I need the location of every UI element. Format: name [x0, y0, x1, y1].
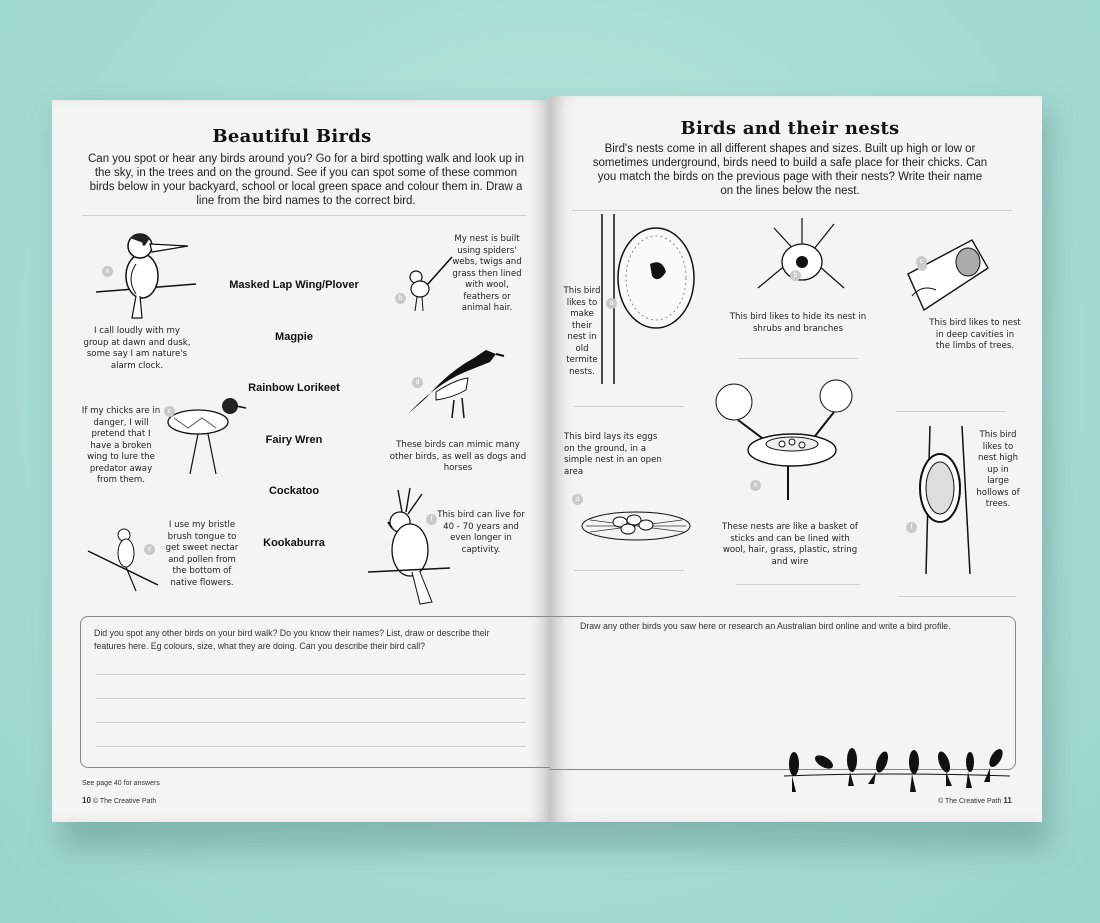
answer-line-f[interactable] [898, 596, 1016, 597]
badge-e: e [144, 544, 155, 555]
left-page [52, 100, 550, 822]
badge-d: d [412, 377, 423, 388]
answer-line-c[interactable] [896, 411, 1006, 412]
shrub-nest-illustration [754, 218, 850, 296]
badge-b: b [790, 270, 801, 281]
badge-f: f [426, 514, 437, 525]
caption-basket: These nests are like a basket of sticks and can be lined with wool, hair, grass, plastic, string and wire [722, 522, 858, 567]
caption-e: I use my bristle brush tongue to get sweet nectar and pollen from the bottom of native flowers. [165, 520, 239, 588]
magpie-illustration [408, 342, 508, 422]
caption-c: If my chicks are in danger, I will pretend that I have a broken wing to lure the predator away from them. [81, 406, 161, 485]
tree-hollow-illustration [914, 426, 978, 574]
writing-line [96, 674, 526, 675]
badge-f: f [906, 522, 917, 533]
bird-name-magpie: Magpie [275, 331, 313, 343]
page-title: Beautiful Birds [212, 126, 372, 147]
page-number: 11 [1003, 796, 1012, 805]
notes-prompt: Did you spot any other birds on your bird walk? Do you know their names? List, draw or describe their features here. Eg colours, size, what they are doing. Can you describe their bird call? [94, 628, 490, 651]
badge-e: e [750, 480, 761, 491]
bird-name-cockatoo: Cockatoo [268, 485, 320, 497]
writing-line [96, 698, 526, 699]
divider [82, 215, 527, 216]
answer-line-d[interactable] [574, 570, 684, 571]
divider [572, 210, 1012, 211]
lapwing-illustration [160, 388, 250, 478]
right-page [550, 96, 1042, 822]
answer-line-b[interactable] [738, 358, 858, 359]
answers-note: See page 40 for answers [82, 780, 160, 787]
caption-d: These birds can mimic many other birds, as well as dogs and horses [389, 440, 527, 473]
drawing-prompt: Draw any other birds you saw here or research an Australian bird online and write a bird profile. [580, 621, 951, 631]
bird-name-lorikeet: Rainbow Lorikeet [248, 382, 340, 394]
badge-c: c [916, 256, 927, 267]
caption-f: This bird can live for 40 - 70 years and even longer in captivity. [437, 510, 525, 555]
fairy-wren-illustration [402, 255, 457, 315]
intro-text: Can you spot or hear any birds around you? Go for a bird spotting walk and look up in the sky, in the trees and on the ground. See if you can spot some of these common birds below in your backyard, school or local green space and colour them in. Draw a line from the bird names to the correct bird. [88, 153, 524, 207]
badge-a: a [102, 266, 113, 277]
ground-nest-illustration [580, 492, 694, 552]
caption-a: I call loudly with my group at dawn and dusk, some say I am nature's alarm clock. [83, 326, 191, 371]
right-footer [938, 796, 1012, 805]
page-title: Birds and their nests [680, 118, 900, 139]
caption-cavities: This bird likes to nest in deep cavities in the limbs of trees. [929, 318, 1021, 351]
intro-text: Bird's nests come in all different shapes and sizes. Built up high or low or sometimes underground, birds need to build a safe place for their chicks. Can you match the birds on the previous page with their nests? Write their name on the lines below the nest. [592, 143, 988, 197]
birds-on-wire-illustration [784, 736, 1014, 796]
answer-line-a[interactable] [574, 406, 684, 407]
page-number: 10 [82, 796, 91, 805]
left-footer [82, 796, 156, 805]
caption-shrubs: This bird likes to hide its nest in shrubs and branches [729, 312, 867, 334]
badge-c: c [164, 406, 175, 417]
writing-line [96, 722, 526, 723]
bird-name-fairy-wren: Fairy Wren [265, 434, 323, 446]
writing-line [96, 746, 526, 747]
badge-a: a [606, 298, 617, 309]
lorikeet-illustration [88, 525, 163, 595]
answer-line-e[interactable] [736, 584, 860, 585]
caption-termite: This bird likes to make their nest in old termite nests. [563, 286, 601, 377]
bird-name-kookaburra: Kookaburra [263, 537, 325, 549]
copyright: © The Creative Path [92, 798, 157, 805]
caption-b: My nest is built using spiders' webs, twigs and grass then lined with wool, feathers or animal hair. [452, 234, 522, 313]
badge-b: b [395, 293, 406, 304]
copyright: © The Creative Path [938, 798, 1002, 805]
bird-name-lapwing: Masked Lap Wing/Plover [229, 279, 359, 291]
badge-d: d [572, 494, 583, 505]
caption-hollows: This bird likes to nest high up in large hollows of trees. [976, 430, 1020, 509]
caption-ground: This bird lays its eggs on the ground, in a simple nest in an open area [564, 432, 662, 477]
basket-nest-illustration [708, 380, 868, 510]
